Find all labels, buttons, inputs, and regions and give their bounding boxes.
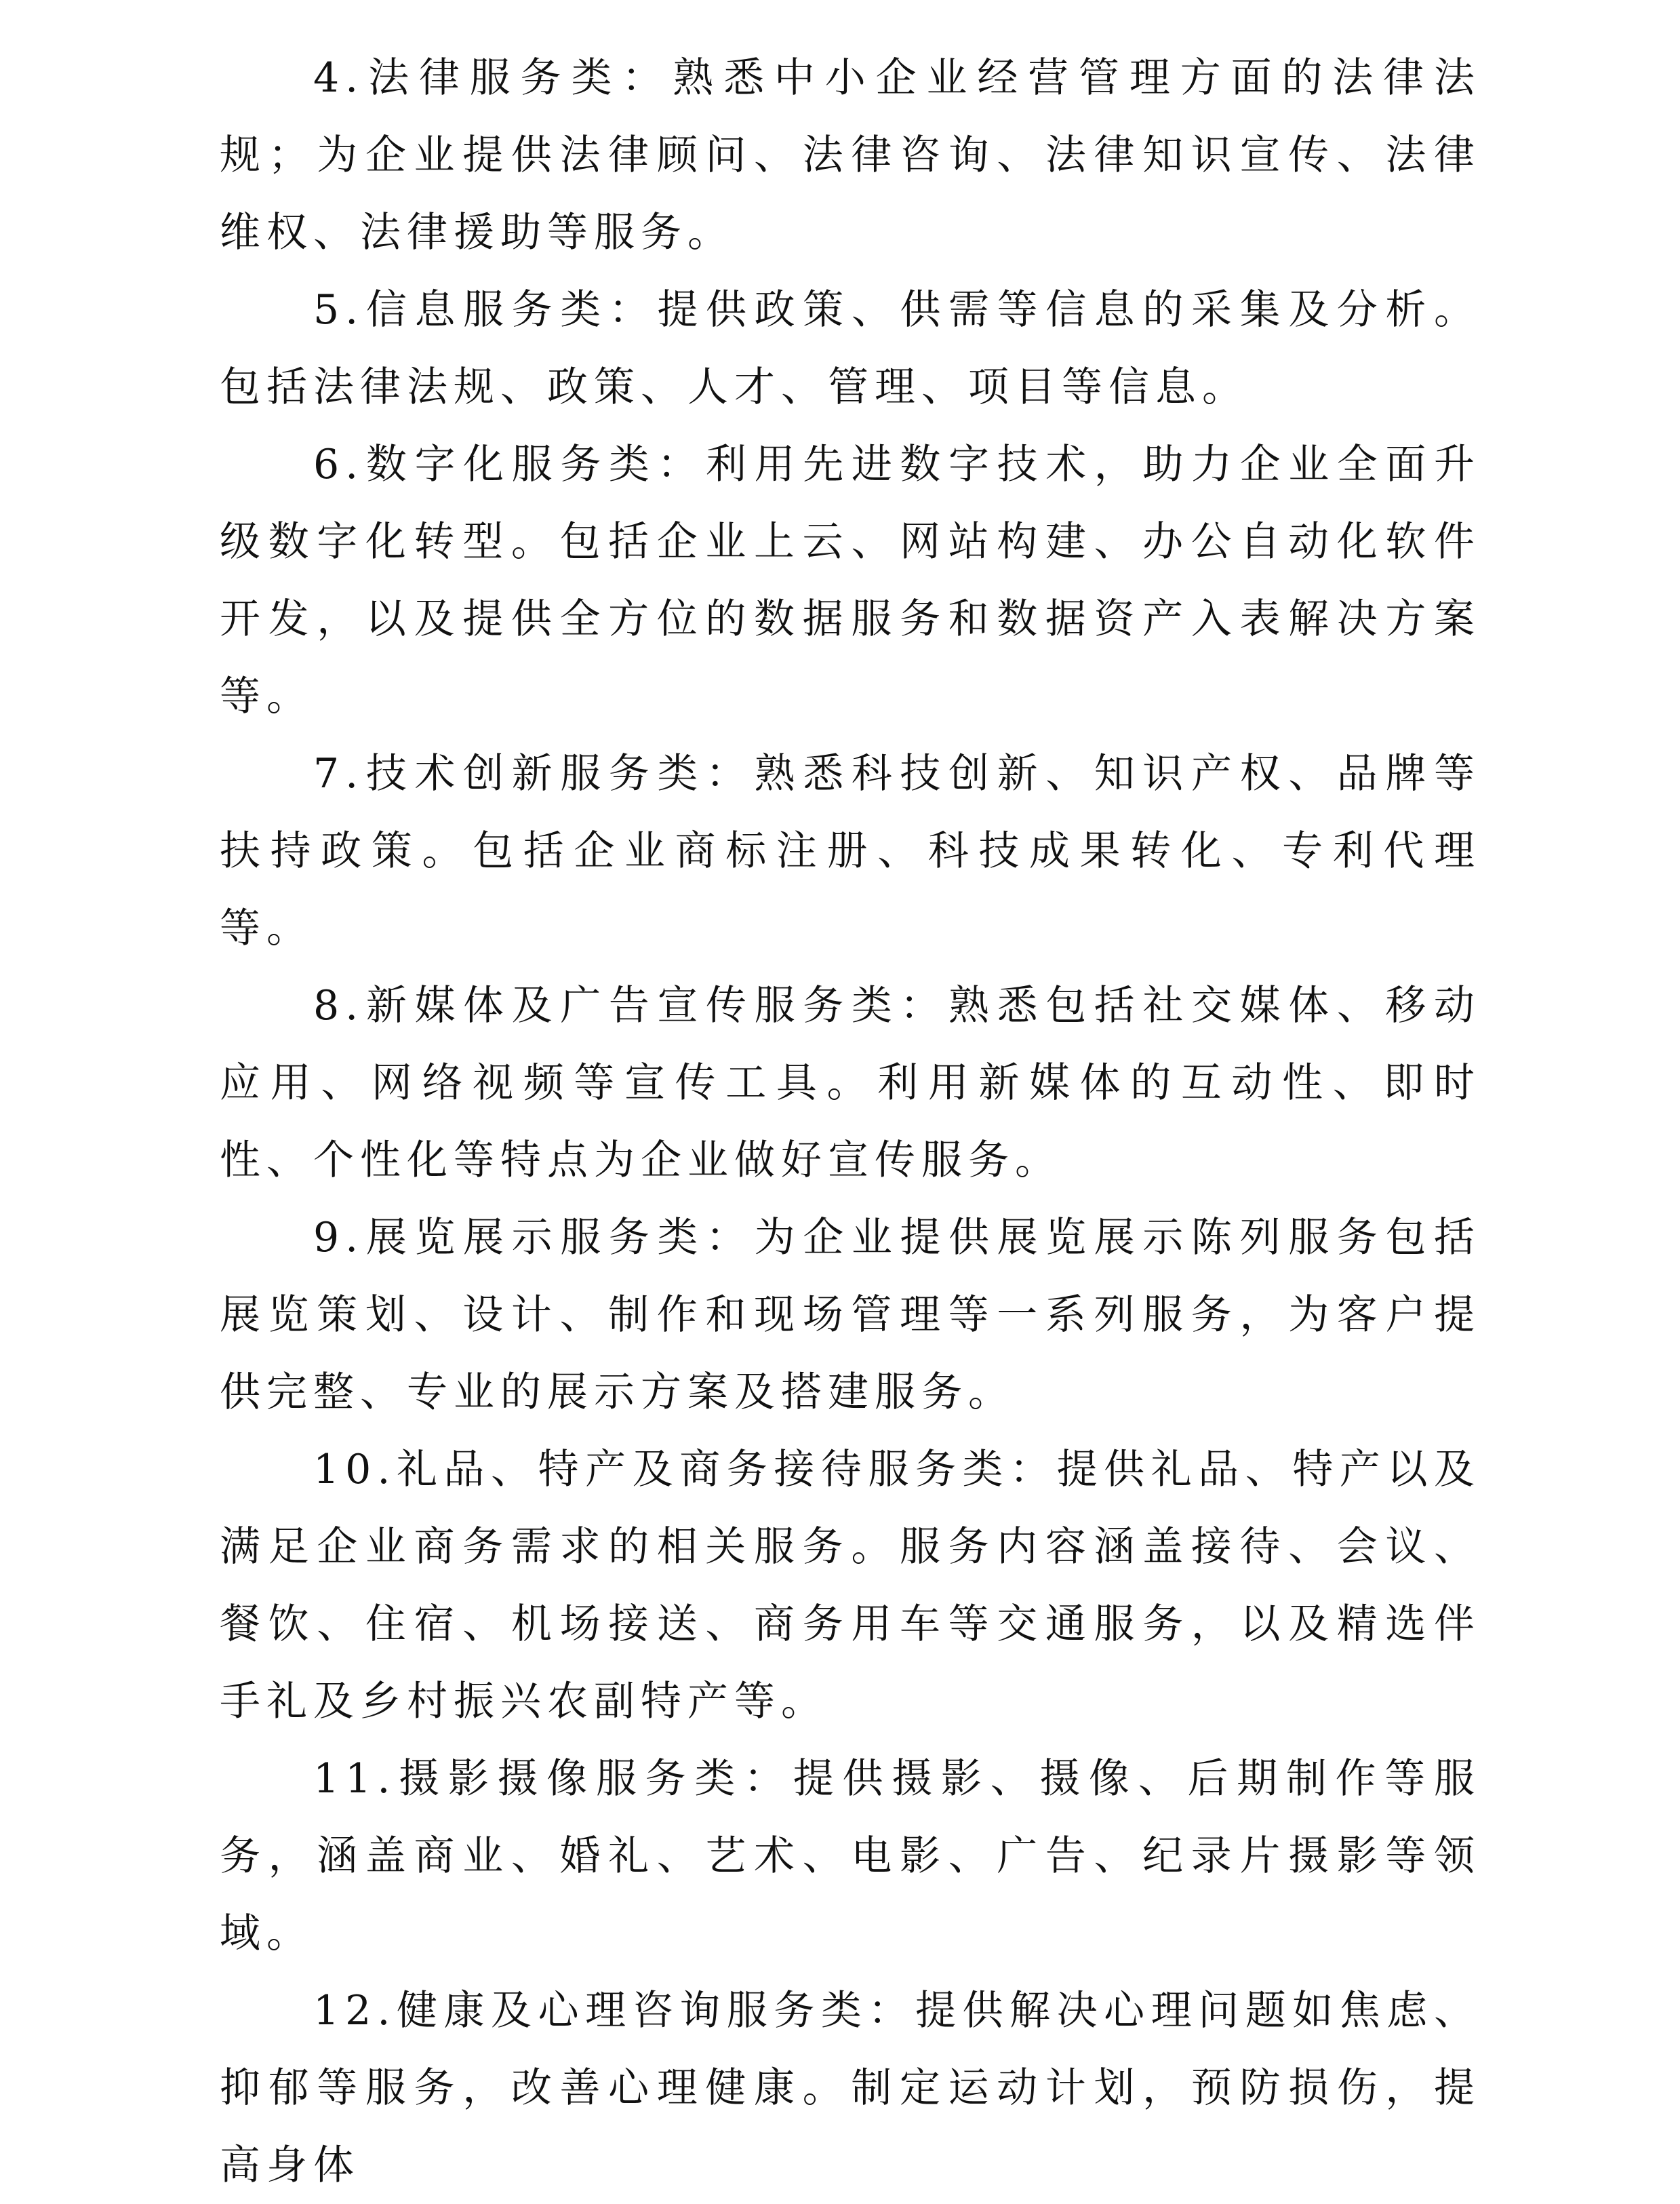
paragraph-photography-services: 11.摄影摄像服务类：提供摄影、摄像、后期制作等服务，涵盖商业、婚礼、艺术、电影、广告、纪录片摄影等领域。 [220,1755,1481,1957]
document-page [220,39,1481,2204]
paragraph-information-services: 5.信息服务类：提供政策、供需等信息的采集及分析。包括法律法规、政策、人才、管理、项目等信息。 [220,286,1481,411]
paragraph-legal-services: 4.法律服务类：熟悉中小企业经营管理方面的法律法规；为企业提供法律顾问、法律咨询、法律知识宣传、法律维权、法律援助等服务。 [220,54,1481,256]
paragraph-tech-innovation-services: 7.技术创新服务类：熟悉科技创新、知识产权、品牌等扶持政策。包括企业商标注册、科技成果转化、专利代理等。 [220,750,1481,952]
paragraph-health-counseling-services: 12.健康及心理咨询服务类：提供解决心理问题如焦虑、抑郁等服务，改善心理健康。制定运动计划，预防损伤，提高身体 [220,1987,1481,2189]
paragraph-digital-services: 6.数字化服务类：利用先进数字技术，助力企业全面升级数字化转型。包括企业上云、网站构建、办公自动化软件开发，以及提供全方位的数据服务和数据资产入表解决方案等。 [220,441,1481,720]
paragraph-new-media-advertising-services: 8.新媒体及广告宣传服务类：熟悉包括社交媒体、移动应用、网络视频等宣传工具。利用新媒体的互动性、即时性、个性化等特点为企业做好宣传服务。 [220,982,1481,1184]
paragraph-gifts-reception-services: 10.礼品、特产及商务接待服务类：提供礼品、特产以及满足企业商务需求的相关服务。服务内容涵盖接待、会议、餐饮、住宿、机场接送、商务用车等交通服务，以及精选伴手礼及乡村振兴农副特产等。 [220,1446,1481,1725]
paragraph-exhibition-services: 9.展览展示服务类：为企业提供展览展示陈列服务包括展览策划、设计、制作和现场管理等一系列服务，为客户提供完整、专业的展示方案及搭建服务。 [220,1214,1481,1416]
